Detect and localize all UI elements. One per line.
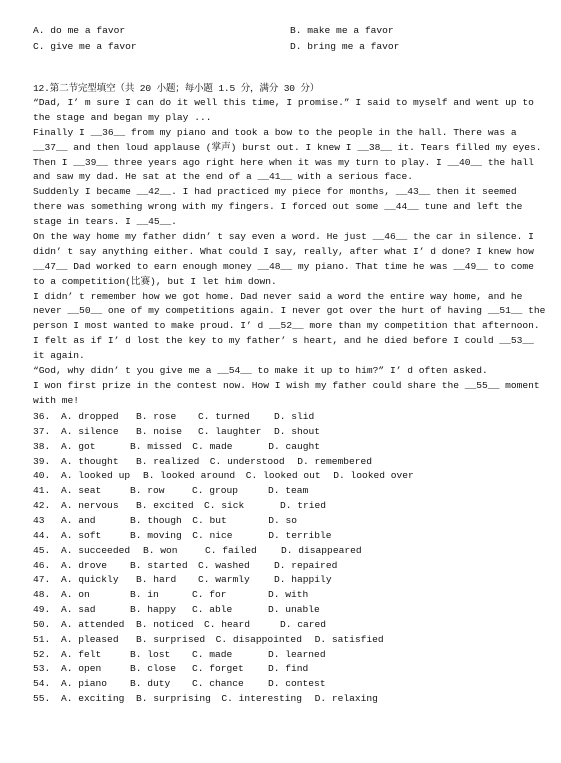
- option-c: C. able: [192, 604, 233, 616]
- question-number: 43: [33, 514, 45, 526]
- option-a: A. piano: [61, 678, 108, 690]
- option-b: B. noticed: [136, 618, 194, 630]
- passage-line: there was something wrong with my fingers. I forced out some __44__ tune and left the: [33, 201, 523, 213]
- option-d: D. satisfied: [314, 633, 384, 645]
- question-number: 47.: [33, 574, 51, 586]
- passage-line: On the way home my father didn’ t say even a word. He just __46__ the car in silence. I: [33, 231, 534, 243]
- question-number: 50.: [33, 618, 51, 630]
- option-b: B. excited: [136, 500, 194, 512]
- option-d: D. team: [268, 485, 309, 497]
- option-b: B. surprised: [136, 633, 206, 645]
- option-b: B. looked around: [143, 470, 236, 482]
- passage-line: Then I __39__ three years ago right here when it was my turn to play. I __40__ the hall: [33, 156, 534, 168]
- option-a: A. silence: [61, 425, 119, 437]
- option-c: C. laughter: [198, 425, 262, 437]
- question-number: 51.: [33, 633, 51, 645]
- question-number: 42.: [33, 500, 51, 512]
- question-number: 39.: [33, 455, 51, 467]
- question-number: 40.: [33, 470, 51, 482]
- option-d: D. cared: [280, 618, 327, 630]
- option-c: C. sick: [204, 500, 245, 512]
- passage-line: Finally I __36__ from my piano and took a bow to the people in the hall. There was a: [33, 126, 517, 138]
- question-number: 45.: [33, 544, 51, 556]
- option-b: B. duty: [130, 678, 171, 690]
- option-c: C. understood: [209, 455, 285, 467]
- option-a: A. quickly: [61, 574, 119, 586]
- top-option-d: D. bring me a favor: [290, 41, 400, 52]
- option-d: D. tried: [280, 500, 327, 512]
- top-option-b: B. make me a favor: [290, 25, 394, 36]
- option-d: D. relaxing: [314, 693, 378, 705]
- top-option-c: C. give me a favor: [33, 41, 137, 52]
- passage-line: with me!: [33, 394, 80, 406]
- option-a: A. looked up: [61, 470, 131, 482]
- cloze-passage: [33, 96, 548, 409]
- option-a: A. open: [61, 663, 102, 675]
- option-c: C. made: [192, 440, 233, 452]
- option-a: A. nervous: [61, 500, 119, 512]
- option-d: D. remembered: [297, 455, 373, 467]
- passage-line: it again.: [33, 350, 85, 362]
- option-c: C. failed: [205, 544, 257, 556]
- option-a: A. thought: [61, 455, 119, 467]
- question-number: 53.: [33, 663, 51, 675]
- option-c: C. made: [192, 648, 233, 660]
- option-d: D. slid: [274, 411, 315, 422]
- question-number: 44.: [33, 529, 51, 541]
- option-b: B. close: [130, 663, 177, 675]
- passage-line: “Dad, I’ m sure I can do it well this time, I promise.” I said to myself and went up to: [33, 97, 534, 108]
- section-heading: 12.第二节完型填空（共 20 小题；每小题 1.5 分，满分 30 分）: [33, 83, 320, 94]
- option-b: B. won: [143, 544, 178, 556]
- option-d: D. find: [268, 663, 309, 675]
- option-d: D. shout: [274, 425, 321, 437]
- question-number: 46.: [33, 559, 51, 571]
- option-b: B. started: [130, 559, 188, 571]
- top-option-a: A. do me a favor: [33, 25, 126, 36]
- passage-line: “God, why didn’ t you give me a __54__ to make it up to him?” I’ d often asked.: [33, 365, 488, 377]
- passage-line: __47__ Dad worked to earn enough money __48__ my piano. That time he was __49__ to come: [33, 260, 534, 272]
- option-b: B. hard: [136, 574, 177, 586]
- option-a: A. seat: [61, 485, 102, 497]
- option-a: A. soft: [61, 529, 102, 541]
- option-c: C. disappointed: [215, 633, 302, 645]
- option-c: C. interesting: [221, 693, 302, 705]
- option-a: A. sad: [61, 604, 96, 616]
- passage-line: and saw my dad. He sat at the end of a __41__ with a serious face.: [33, 171, 413, 183]
- passage-line: to a competition(比赛), but I let him down.: [33, 275, 277, 287]
- option-b: B. lost: [130, 648, 171, 660]
- option-b: B. rose: [136, 411, 177, 422]
- option-b: B. noise: [136, 425, 183, 437]
- option-c: C. but: [192, 514, 227, 526]
- question-number: 54.: [33, 678, 51, 690]
- passage-line: didn’ t say anything either. What could I say, really, after what I’ d done? I knew how: [33, 245, 534, 257]
- question-number: 36.: [33, 411, 51, 422]
- option-b: B. realized: [136, 455, 200, 467]
- option-c: C. looked out: [245, 470, 321, 482]
- option-a: A. attended: [61, 618, 125, 630]
- option-d: D. with: [268, 589, 309, 601]
- option-c: C. warmly: [198, 574, 250, 586]
- passage-line: stage in tears. I __45__.: [33, 216, 177, 228]
- option-b: B. missed: [130, 440, 182, 452]
- option-b: B. though: [130, 514, 182, 526]
- option-d: D. repaired: [274, 559, 338, 571]
- option-c: C. group: [192, 485, 239, 497]
- option-c: C. chance: [192, 678, 244, 690]
- passage-line: the stage and began my play ...: [33, 111, 212, 123]
- option-a: A. and: [61, 514, 96, 526]
- option-c: C. turned: [198, 411, 250, 422]
- passage-line: I didn’ t remember how we got home. Dad never said a word the entire way home, and he: [33, 290, 523, 302]
- option-d: D. unable: [268, 604, 320, 616]
- passage-line: Suddenly I became __42__. I had practiced my piece for months, __43__ then it seemed: [33, 186, 517, 198]
- passage-line: never __50__ one of my competitions again. I never got over the hurt of having __51__ the: [33, 305, 546, 317]
- option-a: A. felt: [61, 648, 102, 660]
- option-a: A. got: [61, 440, 96, 452]
- question-number: 52.: [33, 648, 51, 660]
- option-c: C. heard: [204, 618, 251, 630]
- option-b: B. in: [130, 589, 159, 601]
- passage-line: I won first prize in the contest now. How I wish my father could share the __55__ moment: [33, 379, 540, 391]
- question-number: 48.: [33, 589, 51, 601]
- option-b: B. happy: [130, 604, 177, 616]
- passage-line: I felt as if I’ d lost the key to my father’ s heart, and he died before I could __53__: [33, 335, 534, 347]
- option-a: A. drove: [61, 559, 108, 571]
- option-a: A. exciting: [61, 693, 125, 705]
- option-d: D. disappeared: [281, 544, 362, 556]
- option-b: B. moving: [130, 529, 182, 541]
- question-number: 49.: [33, 604, 51, 616]
- question-number: 55.: [33, 693, 51, 705]
- option-a: A. succeeded: [61, 544, 131, 556]
- option-d: D. so: [268, 514, 297, 526]
- option-c: C. washed: [198, 559, 250, 571]
- option-c: C. nice: [192, 529, 233, 541]
- option-d: D. contest: [268, 678, 326, 690]
- passage-line: person I most wanted to make proud. I’ d __52__ more than my competition that afternoon.: [33, 320, 540, 332]
- option-c: C. forget: [192, 663, 244, 675]
- question-number: 41.: [33, 485, 51, 497]
- option-d: D. caught: [268, 440, 321, 452]
- question-number: 37.: [33, 425, 51, 437]
- option-d: D. learned: [268, 648, 326, 660]
- option-d: D. terrible: [268, 529, 332, 541]
- option-d: D. looked over: [333, 470, 414, 482]
- option-d: D. happily: [274, 574, 332, 586]
- option-b: B. row: [130, 485, 165, 497]
- option-b: B. surprising: [136, 693, 211, 705]
- option-c: C. for: [192, 589, 227, 601]
- option-a: A. dropped: [61, 411, 119, 422]
- option-a: A. on: [61, 589, 90, 601]
- question-number: 38.: [33, 440, 51, 452]
- passage-line: __37__ and then loud applause (掌声) burst out. I knew I __38__ it. Tears filled my eyes.: [33, 141, 542, 153]
- option-a: A. pleased: [61, 633, 119, 645]
